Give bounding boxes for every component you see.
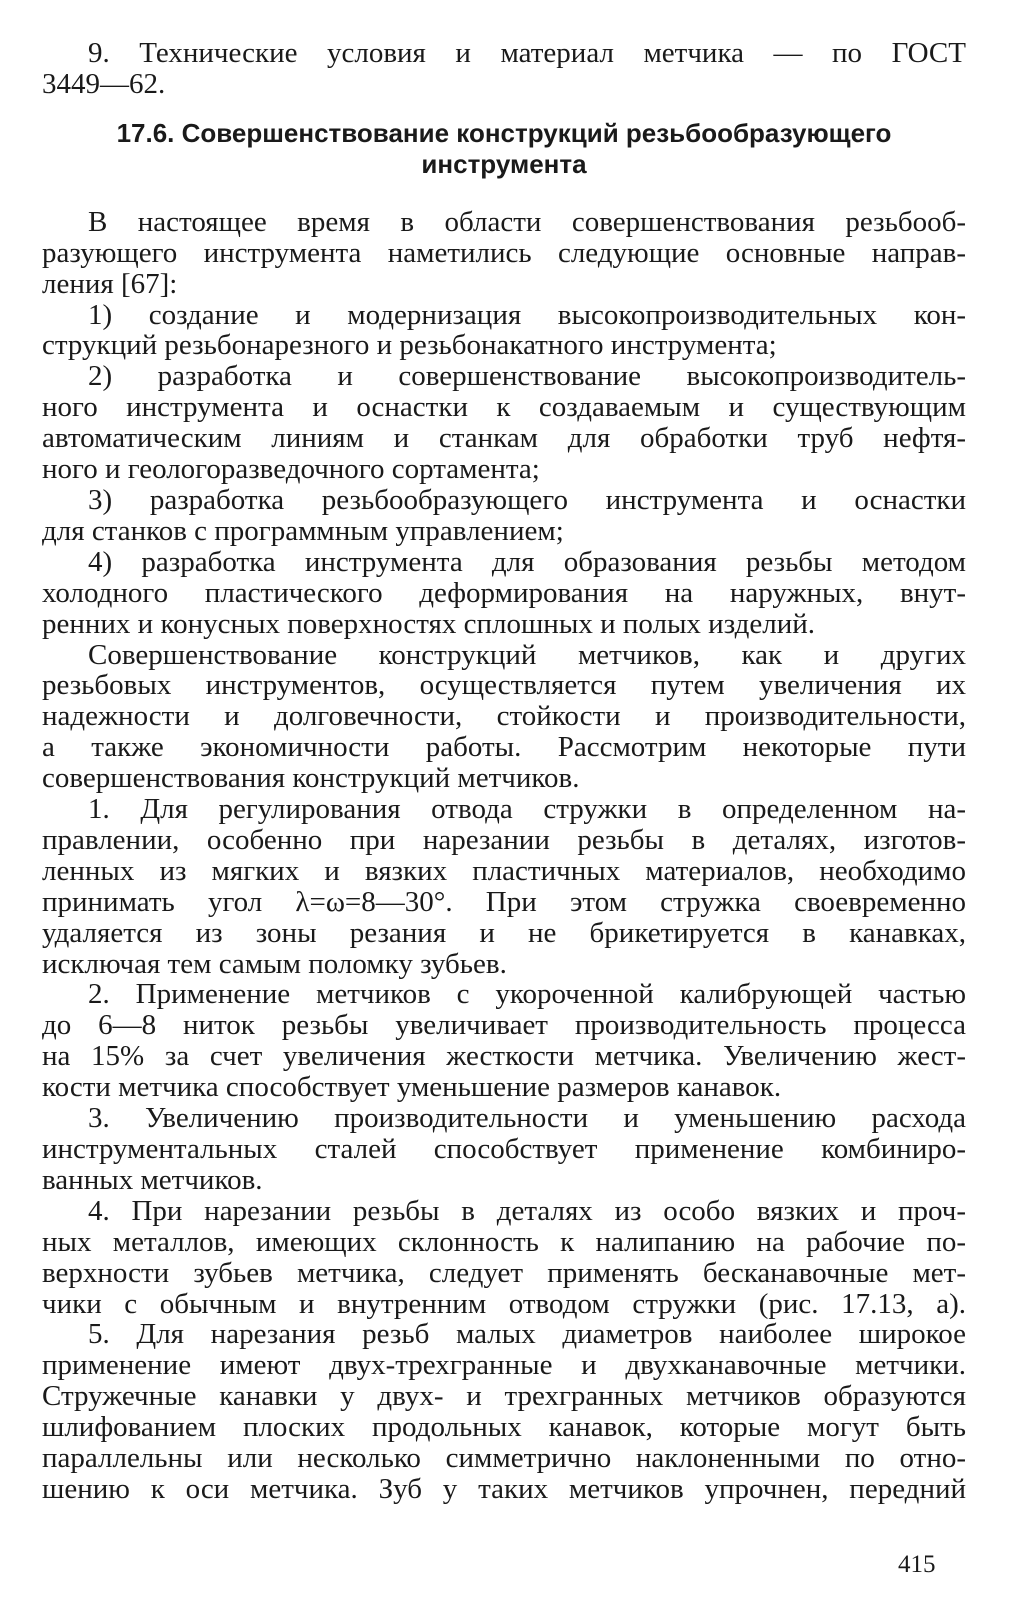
page-number: 415: [898, 1551, 936, 1578]
text-line: ренних и конусных поверхностях сплошных и полых изделий.: [42, 607, 816, 640]
list-item-2: [42, 361, 966, 485]
text-line: 9. Технические условия и материал метчика — по ГОСТ: [88, 37, 966, 69]
text-line: 3) разработка резьбообразующего инструмента и оснастки: [88, 483, 966, 516]
text-line: до 6—8 ниток резьбы увеличивает производительность процесса: [42, 1009, 966, 1042]
text-line: для станков с программным управлением;: [42, 514, 564, 547]
text-line: 4) разработка инструмента для образования резьбы методом: [88, 545, 966, 578]
paragraph-point-1: [42, 794, 966, 979]
text-line: 5. Для нарезания резьб малых диаметров наиболее широкое: [88, 1318, 966, 1351]
paragraph-point-5: [42, 1319, 966, 1504]
paragraph-improvement: [42, 640, 966, 795]
text-line: ного и геологоразведочного сортамента;: [42, 453, 540, 486]
list-item-4: [42, 547, 966, 640]
text-line: 1. Для регулирования отвода стружки в определенном на-: [88, 793, 966, 826]
text-line: ванных метчиков.: [42, 1163, 263, 1196]
text-line: применение имеют двух-трехгранные и двухканавочные метчики.: [42, 1349, 966, 1382]
text-line: кости метчика способствует уменьшение размеров канавок.: [42, 1071, 782, 1104]
text-line: резьбовых инструментов, осуществляется путем увеличения их: [42, 669, 966, 702]
paragraph-point-4: [42, 1196, 966, 1320]
text-line: верхности зубьев метчика, следует применять бесканавочные мет-: [42, 1256, 966, 1289]
text-line: ных металлов, имеющих склонность к налипанию на рабочие по-: [42, 1225, 966, 1258]
heading-line: 17.6. Совершенствование конструкций резьбообразующего: [116, 117, 892, 148]
text-line: инструментальных сталей способствует применение комбиниро-: [42, 1133, 966, 1165]
text-line: В настоящее время в области совершенствования резьбооб-: [88, 205, 966, 238]
text-line: совершенствования конструкций метчиков.: [42, 762, 580, 795]
text-line: ного инструмента и оснастки к создаваемым и существующим: [42, 391, 966, 424]
text-line: холодного пластического деформирования на наружных, внут-: [42, 576, 966, 609]
text-line: шлифованием плоских продольных канавок, которые могут быть: [42, 1411, 966, 1444]
text-line: ления [67]:: [42, 267, 178, 300]
text-line: принимать угол λ=ω=8—30°. При этом стружка своевременно: [42, 885, 966, 918]
text-line: параллельны или несколько симметрично наклоненными по отно-: [42, 1442, 966, 1475]
section-heading: [42, 118, 966, 180]
text-line: струкций резьбонарезного и резьбонакатного инструмента;: [42, 329, 777, 362]
text-line: 4. При нарезании резьбы в деталях из особо вязких и проч-: [88, 1194, 966, 1227]
text-line: 3449—62.: [42, 67, 166, 100]
text-line: 3. Увеличению производительности и уменьшению расхода: [88, 1102, 966, 1135]
list-item-1: [42, 300, 966, 362]
text-line: шению к оси метчика. Зуб у таких метчиков упрочнен, передний: [42, 1472, 966, 1505]
text-line: Совершенствование конструкций метчиков, как и других: [88, 638, 966, 671]
text-line: 1) создание и модернизация высокопроизводительных кон-: [88, 298, 966, 331]
text-line: надежности и долговечности, стойкости и производительности,: [42, 700, 966, 733]
text-line: а также экономичности работы. Рассмотрим некоторые пути: [42, 731, 966, 764]
heading-line: инструмента: [421, 148, 587, 179]
paragraph-point-3: [42, 1103, 966, 1196]
paragraph-point-2: [42, 979, 966, 1103]
text-line: 2) разработка и совершенствование высокопроизводитель-: [88, 360, 966, 393]
text-line: исключая тем самым поломку зубьев.: [42, 947, 507, 980]
text-line: автоматическим линиям и станкам для обработки труб нефтя-: [42, 422, 966, 455]
text-line: удаляется из зоны резания и не брикетируется в канавках,: [42, 916, 966, 949]
text-line: ленных из мягких и вязких пластичных материалов, необходимо: [42, 854, 966, 887]
text-line: чики с обычным и внутренним отводом стружки (рис. 17.13, а).: [42, 1287, 966, 1320]
list-item-3: [42, 485, 966, 547]
text-line: разующего инструмента наметились следующие основные направ-: [42, 236, 966, 269]
paragraph-item-9: [42, 38, 966, 100]
page-body: [42, 38, 966, 1505]
text-line: Стружечные канавки у двух- и трехгранных метчиков образуются: [42, 1380, 966, 1413]
paragraph-intro: [42, 207, 966, 300]
text-line: на 15% за счет увеличения жесткости метчика. Увеличению жест-: [42, 1040, 966, 1073]
text-line: 2. Применение метчиков с укороченной калибрующей частью: [88, 978, 966, 1011]
text-line: правлении, особенно при нарезании резьбы в деталях, изготов-: [42, 823, 966, 856]
